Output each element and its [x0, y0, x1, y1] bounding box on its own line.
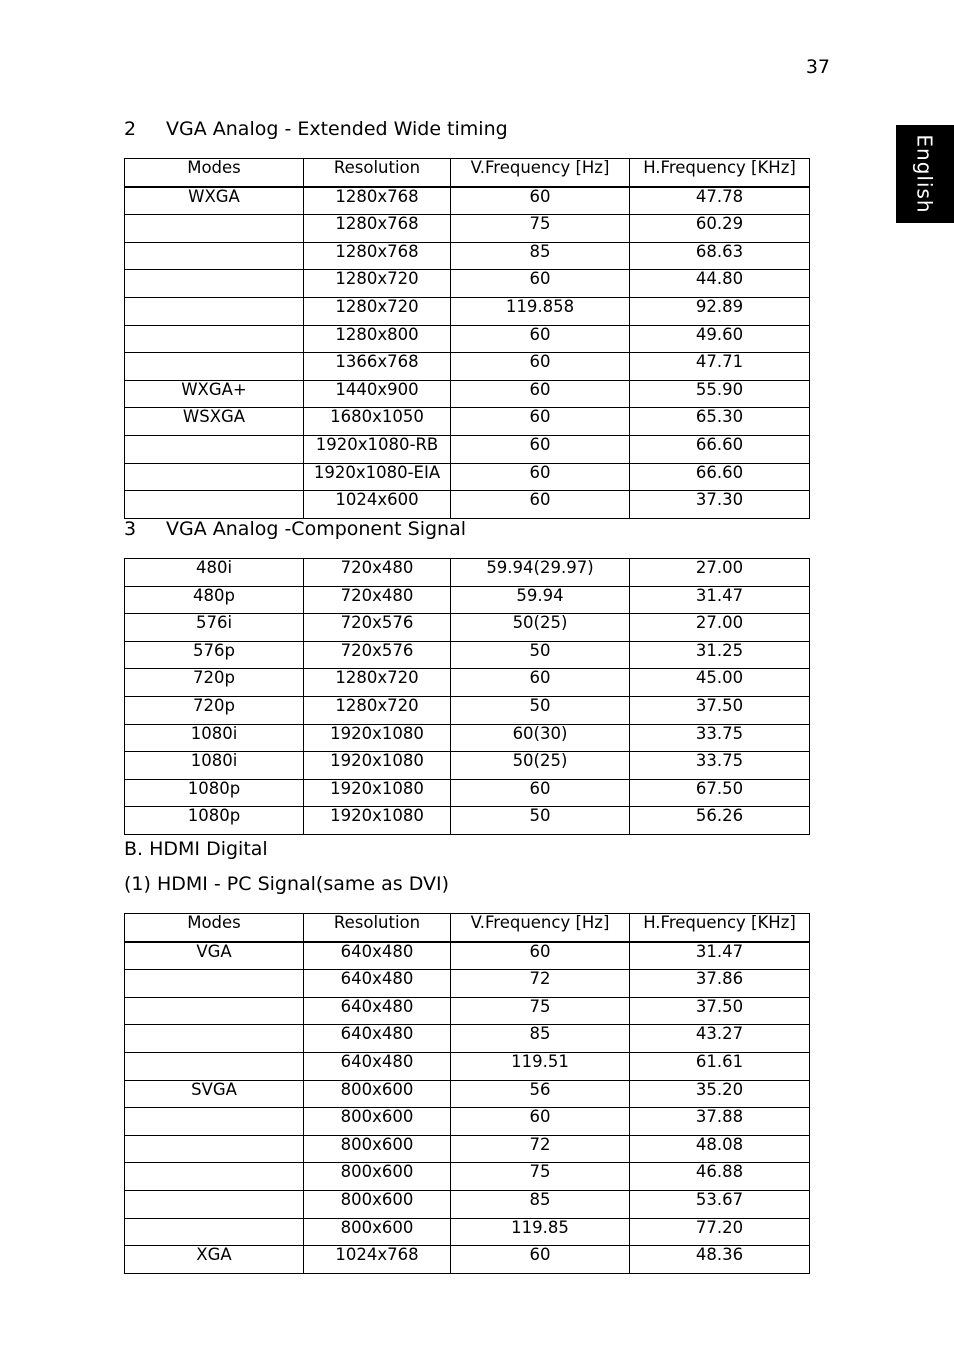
table-row	[125, 696, 810, 724]
table-row	[125, 325, 810, 353]
mode-cell: XGA	[125, 1246, 304, 1274]
v-frequency-cell: 85	[451, 1025, 630, 1053]
v-frequency-cell: 60	[451, 779, 630, 807]
resolution-cell: 1280x768	[304, 215, 451, 243]
section-3-heading	[124, 518, 466, 540]
resolution-cell: 1280x768	[304, 242, 451, 270]
resolution-cell: 720x480	[304, 586, 451, 614]
v-frequency-cell: 59.94(29.97)	[451, 559, 630, 587]
resolution-cell: 640x480	[304, 942, 451, 970]
v-frequency-cell: 72	[451, 970, 630, 998]
v-frequency-cell: 72	[451, 1135, 630, 1163]
hdmi-pc-signal-table	[124, 913, 810, 1274]
mode-cell	[125, 353, 304, 381]
mode-cell	[125, 1052, 304, 1080]
h-frequency-cell: 43.27	[630, 1025, 810, 1053]
mode-cell: VGA	[125, 942, 304, 970]
mode-cell	[125, 325, 304, 353]
h-frequency-cell: 33.75	[630, 752, 810, 780]
mode-cell: 480i	[125, 559, 304, 587]
mode-cell: WXGA+	[125, 380, 304, 408]
mode-cell: 576i	[125, 614, 304, 642]
resolution-cell: 1920x1080-EIA	[304, 463, 451, 491]
h-frequency-cell: 47.71	[630, 353, 810, 381]
v-frequency-cell: 60	[451, 187, 630, 215]
table-header-row	[125, 159, 810, 187]
v-frequency-cell: 75	[451, 215, 630, 243]
mode-cell: 480p	[125, 586, 304, 614]
h-frequency-cell: 60.29	[630, 215, 810, 243]
mode-cell: 720p	[125, 696, 304, 724]
table-row	[125, 463, 810, 491]
resolution-cell: 800x600	[304, 1190, 451, 1218]
table-row	[125, 807, 810, 835]
resolution-cell: 640x480	[304, 1025, 451, 1053]
v-frequency-cell: 60	[451, 463, 630, 491]
table-row	[125, 1218, 810, 1246]
column-header: Modes	[125, 914, 304, 942]
mode-cell	[125, 1135, 304, 1163]
h-frequency-cell: 37.86	[630, 970, 810, 998]
resolution-cell: 720x480	[304, 559, 451, 587]
resolution-cell: 1280x720	[304, 270, 451, 298]
section-3-title: VGA Analog -Component Signal	[166, 518, 467, 540]
v-frequency-cell: 60	[451, 669, 630, 697]
table-row	[125, 1163, 810, 1191]
extended-wide-timing-table	[124, 158, 810, 519]
mode-cell: 720p	[125, 669, 304, 697]
mode-cell	[125, 270, 304, 298]
section-2-heading	[124, 118, 508, 140]
v-frequency-cell: 85	[451, 1190, 630, 1218]
resolution-cell: 640x480	[304, 997, 451, 1025]
section-2-title: VGA Analog - Extended Wide timing	[166, 118, 508, 140]
resolution-cell: 1024x600	[304, 491, 451, 519]
table-row	[125, 669, 810, 697]
v-frequency-cell: 60	[451, 942, 630, 970]
h-frequency-cell: 47.78	[630, 187, 810, 215]
resolution-cell: 800x600	[304, 1135, 451, 1163]
mode-cell	[125, 491, 304, 519]
mode-cell: 1080i	[125, 724, 304, 752]
mode-cell: SVGA	[125, 1080, 304, 1108]
table-row	[125, 779, 810, 807]
table-row	[125, 1080, 810, 1108]
column-header: V.Frequency [Hz]	[451, 159, 630, 187]
v-frequency-cell: 85	[451, 242, 630, 270]
v-frequency-cell: 75	[451, 997, 630, 1025]
h-frequency-cell: 44.80	[630, 270, 810, 298]
resolution-cell: 1366x768	[304, 353, 451, 381]
h-frequency-cell: 45.00	[630, 669, 810, 697]
hdmi-digital-heading: B. HDMI Digital	[124, 838, 268, 860]
resolution-cell: 800x600	[304, 1218, 451, 1246]
table-row	[125, 641, 810, 669]
h-frequency-cell: 37.50	[630, 696, 810, 724]
language-tab	[896, 125, 954, 223]
mode-cell: WSXGA	[125, 408, 304, 436]
v-frequency-cell: 60	[451, 491, 630, 519]
table-row	[125, 997, 810, 1025]
h-frequency-cell: 53.67	[630, 1190, 810, 1218]
table-row	[125, 353, 810, 381]
mode-cell: 1080p	[125, 779, 304, 807]
table-row	[125, 1246, 810, 1274]
resolution-cell: 1920x1080	[304, 724, 451, 752]
resolution-cell: 800x600	[304, 1080, 451, 1108]
v-frequency-cell: 50	[451, 641, 630, 669]
mode-cell	[125, 997, 304, 1025]
v-frequency-cell: 119.51	[451, 1052, 630, 1080]
table-row	[125, 1135, 810, 1163]
table-row	[125, 491, 810, 519]
resolution-cell: 1920x1080	[304, 752, 451, 780]
table-row	[125, 614, 810, 642]
h-frequency-cell: 48.08	[630, 1135, 810, 1163]
h-frequency-cell: 31.47	[630, 586, 810, 614]
resolution-cell: 1920x1080	[304, 807, 451, 835]
mode-cell	[125, 435, 304, 463]
v-frequency-cell: 50	[451, 807, 630, 835]
resolution-cell: 640x480	[304, 1052, 451, 1080]
table-row	[125, 1025, 810, 1053]
v-frequency-cell: 59.94	[451, 586, 630, 614]
section-3-number: 3	[124, 518, 137, 540]
h-frequency-cell: 33.75	[630, 724, 810, 752]
v-frequency-cell: 60	[451, 435, 630, 463]
mode-cell	[125, 1108, 304, 1136]
mode-cell	[125, 297, 304, 325]
h-frequency-cell: 37.88	[630, 1108, 810, 1136]
h-frequency-cell: 31.25	[630, 641, 810, 669]
table-row	[125, 215, 810, 243]
column-header: H.Frequency [KHz]	[630, 159, 810, 187]
h-frequency-cell: 66.60	[630, 463, 810, 491]
v-frequency-cell: 60	[451, 408, 630, 436]
table-row	[125, 270, 810, 298]
resolution-cell: 800x600	[304, 1163, 451, 1191]
v-frequency-cell: 50(25)	[451, 752, 630, 780]
column-header: Modes	[125, 159, 304, 187]
resolution-cell: 1280x720	[304, 297, 451, 325]
resolution-cell: 1920x1080	[304, 779, 451, 807]
h-frequency-cell: 49.60	[630, 325, 810, 353]
hdmi-pc-signal-heading: (1) HDMI - PC Signal(same as DVI)	[124, 873, 450, 895]
h-frequency-cell: 27.00	[630, 614, 810, 642]
v-frequency-cell: 56	[451, 1080, 630, 1108]
resolution-cell: 1024x768	[304, 1246, 451, 1274]
v-frequency-cell: 119.85	[451, 1218, 630, 1246]
mode-cell	[125, 1190, 304, 1218]
component-signal-table	[124, 558, 810, 835]
table-header-row	[125, 914, 810, 942]
table-row	[125, 752, 810, 780]
column-header: Resolution	[304, 914, 451, 942]
table-row	[125, 970, 810, 998]
h-frequency-cell: 68.63	[630, 242, 810, 270]
table-row	[125, 408, 810, 436]
column-header: Resolution	[304, 159, 451, 187]
v-frequency-cell: 75	[451, 1163, 630, 1191]
table-row	[125, 380, 810, 408]
resolution-cell: 1920x1080-RB	[304, 435, 451, 463]
resolution-cell: 720x576	[304, 614, 451, 642]
resolution-cell: 1280x768	[304, 187, 451, 215]
resolution-cell: 800x600	[304, 1108, 451, 1136]
h-frequency-cell: 92.89	[630, 297, 810, 325]
mode-cell: WXGA	[125, 187, 304, 215]
mode-cell	[125, 463, 304, 491]
mode-cell	[125, 242, 304, 270]
v-frequency-cell: 60	[451, 380, 630, 408]
page-number: 37	[805, 56, 830, 78]
h-frequency-cell: 46.88	[630, 1163, 810, 1191]
v-frequency-cell: 60	[451, 353, 630, 381]
column-header: H.Frequency [KHz]	[630, 914, 810, 942]
table-row	[125, 297, 810, 325]
mode-cell	[125, 1218, 304, 1246]
resolution-cell: 1280x800	[304, 325, 451, 353]
mode-cell	[125, 1163, 304, 1191]
h-frequency-cell: 61.61	[630, 1052, 810, 1080]
v-frequency-cell: 50	[451, 696, 630, 724]
h-frequency-cell: 77.20	[630, 1218, 810, 1246]
column-header: V.Frequency [Hz]	[451, 914, 630, 942]
mode-cell	[125, 215, 304, 243]
h-frequency-cell: 31.47	[630, 942, 810, 970]
v-frequency-cell: 60	[451, 1246, 630, 1274]
mode-cell	[125, 970, 304, 998]
mode-cell: 1080i	[125, 752, 304, 780]
table-row	[125, 1108, 810, 1136]
resolution-cell: 720x576	[304, 641, 451, 669]
h-frequency-cell: 65.30	[630, 408, 810, 436]
language-tab-label: English	[913, 134, 937, 214]
h-frequency-cell: 37.30	[630, 491, 810, 519]
table-row	[125, 435, 810, 463]
mode-cell: 576p	[125, 641, 304, 669]
h-frequency-cell: 56.26	[630, 807, 810, 835]
h-frequency-cell: 48.36	[630, 1246, 810, 1274]
v-frequency-cell: 60	[451, 325, 630, 353]
table-row	[125, 586, 810, 614]
resolution-cell: 1280x720	[304, 696, 451, 724]
v-frequency-cell: 60(30)	[451, 724, 630, 752]
resolution-cell: 1280x720	[304, 669, 451, 697]
h-frequency-cell: 35.20	[630, 1080, 810, 1108]
mode-cell: 1080p	[125, 807, 304, 835]
table-row	[125, 724, 810, 752]
table-row	[125, 1052, 810, 1080]
mode-cell	[125, 1025, 304, 1053]
table-row	[125, 559, 810, 587]
h-frequency-cell: 67.50	[630, 779, 810, 807]
resolution-cell: 1440x900	[304, 380, 451, 408]
h-frequency-cell: 55.90	[630, 380, 810, 408]
resolution-cell: 640x480	[304, 970, 451, 998]
h-frequency-cell: 37.50	[630, 997, 810, 1025]
v-frequency-cell: 50(25)	[451, 614, 630, 642]
table-row	[125, 242, 810, 270]
table-row	[125, 187, 810, 215]
h-frequency-cell: 27.00	[630, 559, 810, 587]
table-row	[125, 1190, 810, 1218]
v-frequency-cell: 60	[451, 1108, 630, 1136]
v-frequency-cell: 119.858	[451, 297, 630, 325]
resolution-cell: 1680x1050	[304, 408, 451, 436]
h-frequency-cell: 66.60	[630, 435, 810, 463]
table-row	[125, 942, 810, 970]
v-frequency-cell: 60	[451, 270, 630, 298]
section-2-number: 2	[124, 118, 137, 140]
